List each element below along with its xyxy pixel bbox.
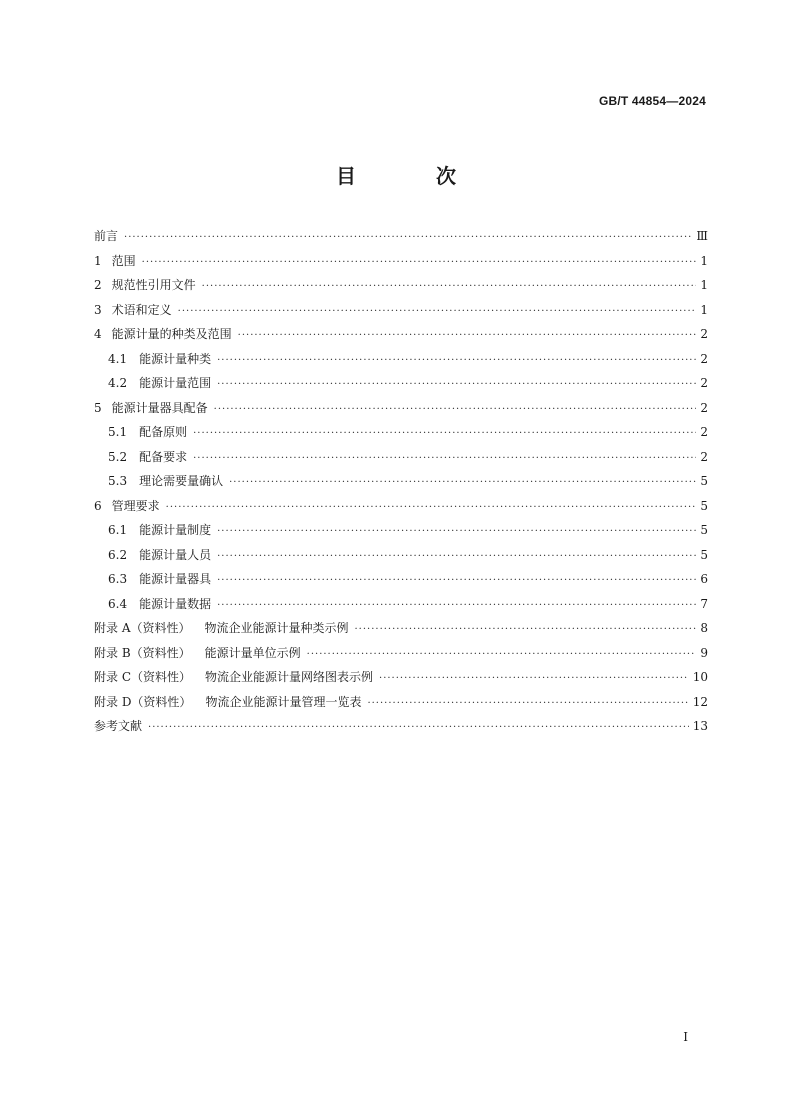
toc-entry-page: 9 [700, 645, 708, 660]
toc-entry-page: 13 [692, 719, 708, 733]
toc-entry-number: 6.2 [108, 547, 128, 562]
toc-dot-leader [217, 596, 696, 616]
toc-entry-number: 6.1 [108, 523, 128, 537]
toc-dot-leader [217, 522, 696, 542]
toc-entry-page: 6 [700, 572, 708, 586]
table-of-contents [94, 226, 708, 741]
toc-entry-page: 2 [700, 400, 708, 415]
toc-entry-page: 10 [692, 670, 708, 684]
toc-entry-14[interactable] [94, 569, 708, 594]
toc-entry-number: 5.3 [108, 474, 128, 488]
toc-dot-leader [148, 718, 689, 738]
toc-entry-label [108, 349, 211, 369]
toc-entry-title: 配备要求 [139, 449, 188, 464]
toc-dot-leader [229, 473, 696, 493]
toc-entry-13[interactable] [94, 545, 708, 570]
toc-entry-title: 能源计量人员 [139, 547, 212, 562]
toc-dot-leader [202, 277, 697, 297]
toc-entry-label [108, 447, 187, 467]
toc-entry-8[interactable] [94, 422, 708, 447]
toc-entry-page: 5 [700, 547, 708, 562]
toc-entry-title: 配备原则 [139, 425, 188, 439]
toc-entry-title: 规范性引用文件 [111, 278, 196, 292]
toc-entry-label [108, 422, 187, 442]
toc-dot-leader [307, 645, 697, 665]
toc-entry-9[interactable] [94, 447, 708, 472]
toc-entry-label [108, 594, 211, 614]
toc-dot-leader [217, 571, 696, 591]
toc-entry-title: 前言 [94, 229, 119, 243]
page-title: 目 次 [336, 164, 486, 188]
toc-dot-leader [355, 620, 697, 640]
toc-entry-3[interactable] [94, 300, 708, 325]
toc-entry-title: 范围 [111, 253, 136, 268]
toc-entry-number: 1 [94, 253, 102, 268]
toc-entry-page: 2 [700, 425, 708, 439]
toc-entry-label [94, 275, 196, 295]
toc-entry-page: 1 [700, 278, 708, 292]
toc-entry-title: 能源计量范围 [139, 376, 212, 390]
toc-entry-title: 物流企业能源计量网络图表示例 [205, 670, 374, 684]
toc-entry-title: 能源计量数据 [139, 596, 212, 611]
toc-entry-10[interactable] [94, 471, 708, 496]
toc-entry-label [94, 324, 232, 344]
toc-entry-title: 能源计量种类 [139, 351, 212, 366]
toc-entry-label [94, 716, 142, 736]
toc-entry-number: 6.3 [108, 572, 128, 586]
toc-entry-page: 8 [700, 621, 708, 635]
toc-entry-5[interactable] [94, 349, 708, 374]
toc-entry-number: 4.1 [108, 351, 128, 366]
toc-entry-1[interactable] [94, 251, 708, 276]
toc-entry-page: 12 [692, 694, 708, 709]
toc-entry-title: 能源计量制度 [139, 523, 212, 537]
toc-entry-15[interactable] [94, 594, 708, 619]
toc-entry-7[interactable] [94, 398, 708, 423]
toc-entry-page: 2 [700, 351, 708, 366]
toc-entry-title: 物流企业能源计量管理一览表 [205, 694, 362, 709]
toc-dot-leader [142, 253, 697, 273]
toc-entry-number: 2 [94, 278, 102, 292]
toc-entry-6[interactable] [94, 373, 708, 398]
toc-entry-number: 附录 D（资料性） [94, 694, 192, 709]
toc-dot-leader [217, 351, 696, 371]
toc-dot-leader [193, 424, 696, 444]
toc-entry-title: 管理要求 [111, 498, 160, 513]
toc-dot-leader [379, 669, 689, 689]
toc-entry-label [108, 569, 211, 589]
toc-entry-number: 6.4 [108, 596, 128, 611]
toc-entry-page: 5 [700, 523, 708, 537]
toc-entry-16[interactable] [94, 618, 708, 643]
toc-entry-17[interactable] [94, 643, 708, 668]
toc-entry-0[interactable] [94, 226, 708, 251]
toc-entry-number: 4 [94, 327, 102, 341]
toc-entry-label [94, 496, 160, 516]
toc-entry-label [94, 300, 172, 320]
toc-entry-number: 6 [94, 498, 102, 513]
toc-entry-label [94, 643, 301, 663]
toc-entry-title: 能源计量器具 [139, 572, 212, 586]
toc-entry-label [94, 226, 118, 246]
toc-entry-title: 术语和定义 [111, 302, 172, 317]
toc-entry-title: 能源计量的种类及范围 [111, 327, 232, 341]
toc-entry-18[interactable] [94, 667, 708, 692]
toc-dot-leader [238, 326, 697, 346]
toc-dot-leader [193, 449, 696, 469]
toc-entry-title: 物流企业能源计量种类示例 [204, 621, 349, 635]
toc-entry-page: 1 [700, 302, 708, 317]
toc-dot-leader [367, 694, 688, 714]
toc-entry-title: 能源计量单位示例 [204, 645, 301, 660]
toc-entry-number: 附录 A（资料性） [94, 621, 191, 635]
toc-entry-number: 附录 C（资料性） [94, 670, 191, 684]
toc-entry-number: 5.1 [108, 425, 128, 439]
toc-entry-11[interactable] [94, 496, 708, 521]
toc-entry-4[interactable] [94, 324, 708, 349]
toc-entry-page: 5 [700, 474, 708, 488]
toc-entry-label [94, 618, 349, 638]
toc-entry-page: 2 [700, 449, 708, 464]
toc-entry-label [94, 667, 373, 687]
toc-entry-label [108, 471, 223, 491]
toc-entry-label [94, 398, 208, 418]
toc-entry-page: 7 [700, 596, 708, 611]
toc-entry-page: 5 [700, 498, 708, 513]
toc-entry-number: 4.2 [108, 376, 128, 390]
toc-entry-label [108, 545, 211, 565]
toc-entry-label [108, 373, 211, 393]
toc-dot-leader [166, 498, 697, 518]
toc-entry-12[interactable] [94, 520, 708, 545]
toc-entry-19[interactable] [94, 692, 708, 717]
toc-entry-label [94, 692, 361, 712]
toc-entry-number: 5 [94, 400, 102, 415]
toc-dot-leader [217, 547, 696, 567]
toc-entry-page: Ⅲ [696, 229, 708, 243]
toc-entry-label [108, 520, 211, 540]
toc-dot-leader [178, 302, 697, 322]
toc-dot-leader [214, 400, 697, 420]
toc-entry-number: 3 [94, 302, 102, 317]
toc-entry-title: 参考文献 [94, 719, 143, 733]
toc-entry-title: 理论需要量确认 [139, 474, 224, 488]
toc-entry-number: 5.2 [108, 449, 128, 464]
toc-entry-page: 2 [700, 376, 708, 390]
toc-entry-2[interactable] [94, 275, 708, 300]
toc-entry-number: 附录 B（资料性） [94, 645, 191, 660]
toc-entry-20[interactable] [94, 716, 708, 741]
toc-dot-leader [217, 375, 696, 395]
toc-entry-label [94, 251, 136, 271]
page-number: I [683, 1030, 688, 1044]
toc-dot-leader [124, 228, 692, 248]
standard-code: GB/T 44854—2024 [598, 94, 706, 108]
toc-entry-page: 1 [700, 253, 708, 268]
toc-entry-page: 2 [700, 327, 708, 341]
toc-entry-title: 能源计量器具配备 [111, 400, 208, 415]
